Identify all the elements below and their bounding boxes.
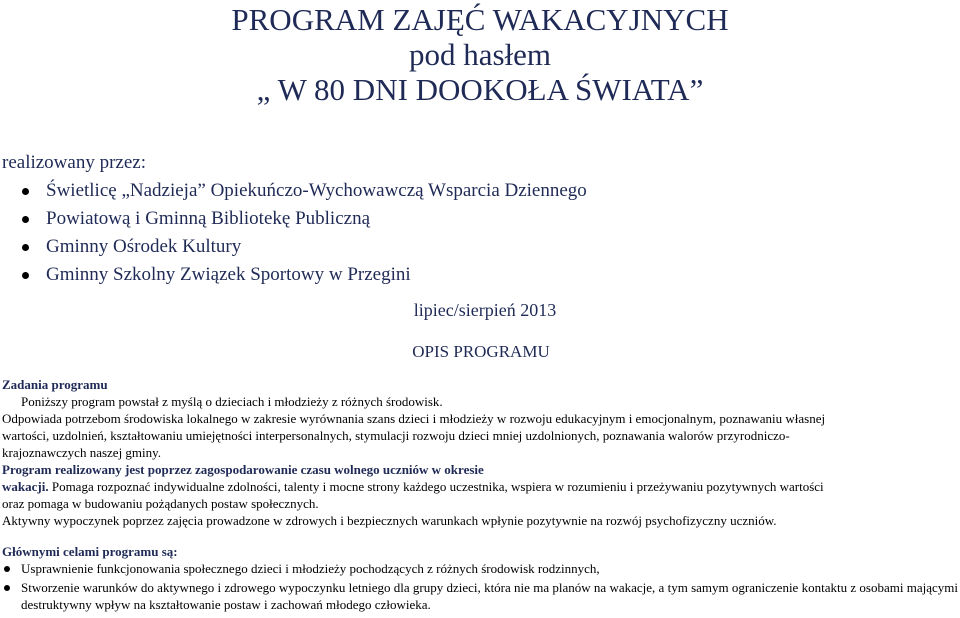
goals-heading: Głównymi celami programu są: bbox=[2, 544, 178, 559]
goal-text: Usprawnienie funkcjonowania społecznego dzieci i młodzieży pochodzących z różnych środowisk rodzinnych, bbox=[21, 561, 600, 576]
goal-text: Stworzenie warunków do aktywnego i zdrowego wypoczynku letniego dla grupy dzieci, która nie ma planów na wakacje, a tym samym ograniczenie kontaktu z osobami mającymi destruktywny wpływ na kształtowanie postaw i zachowań młodego człowieka. bbox=[21, 580, 958, 612]
tasks-heading: Zadania programu bbox=[2, 377, 108, 392]
organizer-label: Gminny Szkolny Związek Sportowy w Przegini bbox=[46, 264, 411, 285]
organizer-label: Świetlicę „Nadzieja” Opiekuńczo-Wychowawczą Wsparcia Dziennego bbox=[46, 180, 587, 201]
paragraph-1-line-2: wartości, uzdolnień, kształtowaniu umiejętności interpersonalnych, stymulacji rozwoju dzieci mniej uzdolnionych, poznawania walorów przyrodniczo- bbox=[2, 428, 790, 443]
paragraph-3: Aktywny wypoczynek poprzez zajęcia prowadzone w zdrowych i bezpiecznych warunkach wpłynie pozytywnie na rozwój psychofizyczny uczniów. bbox=[2, 513, 777, 528]
organizer-label: Gminny Ośrodek Kultury bbox=[46, 236, 242, 257]
organizer-item bbox=[0, 208, 587, 236]
section-title: OPIS PROGRAMU bbox=[412, 342, 550, 361]
bullet-icon bbox=[22, 188, 29, 195]
paragraph-2-line-2: oraz pomaga w budowaniu pożądanych postaw społecznych. bbox=[2, 496, 319, 511]
bold-statement: Program realizowany jest poprzez zagospodarowanie czasu wolnego uczniów w okresie bbox=[2, 462, 484, 477]
program-date: lipiec/sierpień 2013 bbox=[413, 300, 557, 320]
organizer-label: Powiatową i Gminną Bibliotekę Publiczną bbox=[46, 208, 371, 229]
paragraph-2-line-1 bbox=[2, 478, 958, 495]
title-line-3: „ W 80 DNI DOOKOŁA ŚWIATA” bbox=[256, 72, 704, 107]
program-description bbox=[2, 376, 958, 615]
paragraph-1-line-3: krajoznawczych naszej gminy. bbox=[2, 445, 162, 460]
tasks-intro: Poniższy program powstał z myślą o dzieciach i młodzieży z różnych środowisk. bbox=[21, 394, 443, 409]
title-line-1: PROGRAM ZAJĘĆ WAKACYJNYCH bbox=[231, 2, 729, 37]
organizer-item bbox=[0, 264, 587, 292]
goal-item bbox=[2, 560, 958, 577]
bullet-icon bbox=[4, 585, 10, 591]
paragraph-1-line-1: Odpowiada potrzebom środowiska lokalnego w zakresie wyrównania szans dzieci i młodzieży w rozwoju edukacyjnym i emocjonalnym, poznawaniu własnej bbox=[2, 411, 826, 426]
bullet-icon bbox=[22, 272, 29, 279]
organizer-item bbox=[0, 236, 587, 264]
organizer-item bbox=[0, 180, 587, 208]
organizer-list bbox=[0, 180, 587, 292]
document-title bbox=[0, 2, 960, 107]
bold-statement-end: wakacji. bbox=[2, 479, 49, 494]
bullet-icon bbox=[4, 566, 10, 572]
title-line-2: pod hasłem bbox=[408, 37, 552, 72]
bullet-icon bbox=[22, 244, 29, 251]
bullet-icon bbox=[22, 216, 29, 223]
paragraph-2-text: Pomaga rozpoznać indywidualne zdolności, talenty i mocne strony każdego uczestnika, wspiera w rozumieniu i przeżywaniu pozytywnych wartości bbox=[51, 479, 824, 494]
realized-by-label: realizowany przez: bbox=[2, 152, 146, 173]
goal-item bbox=[2, 579, 958, 613]
goals-list bbox=[2, 560, 958, 613]
spacer bbox=[2, 529, 958, 543]
